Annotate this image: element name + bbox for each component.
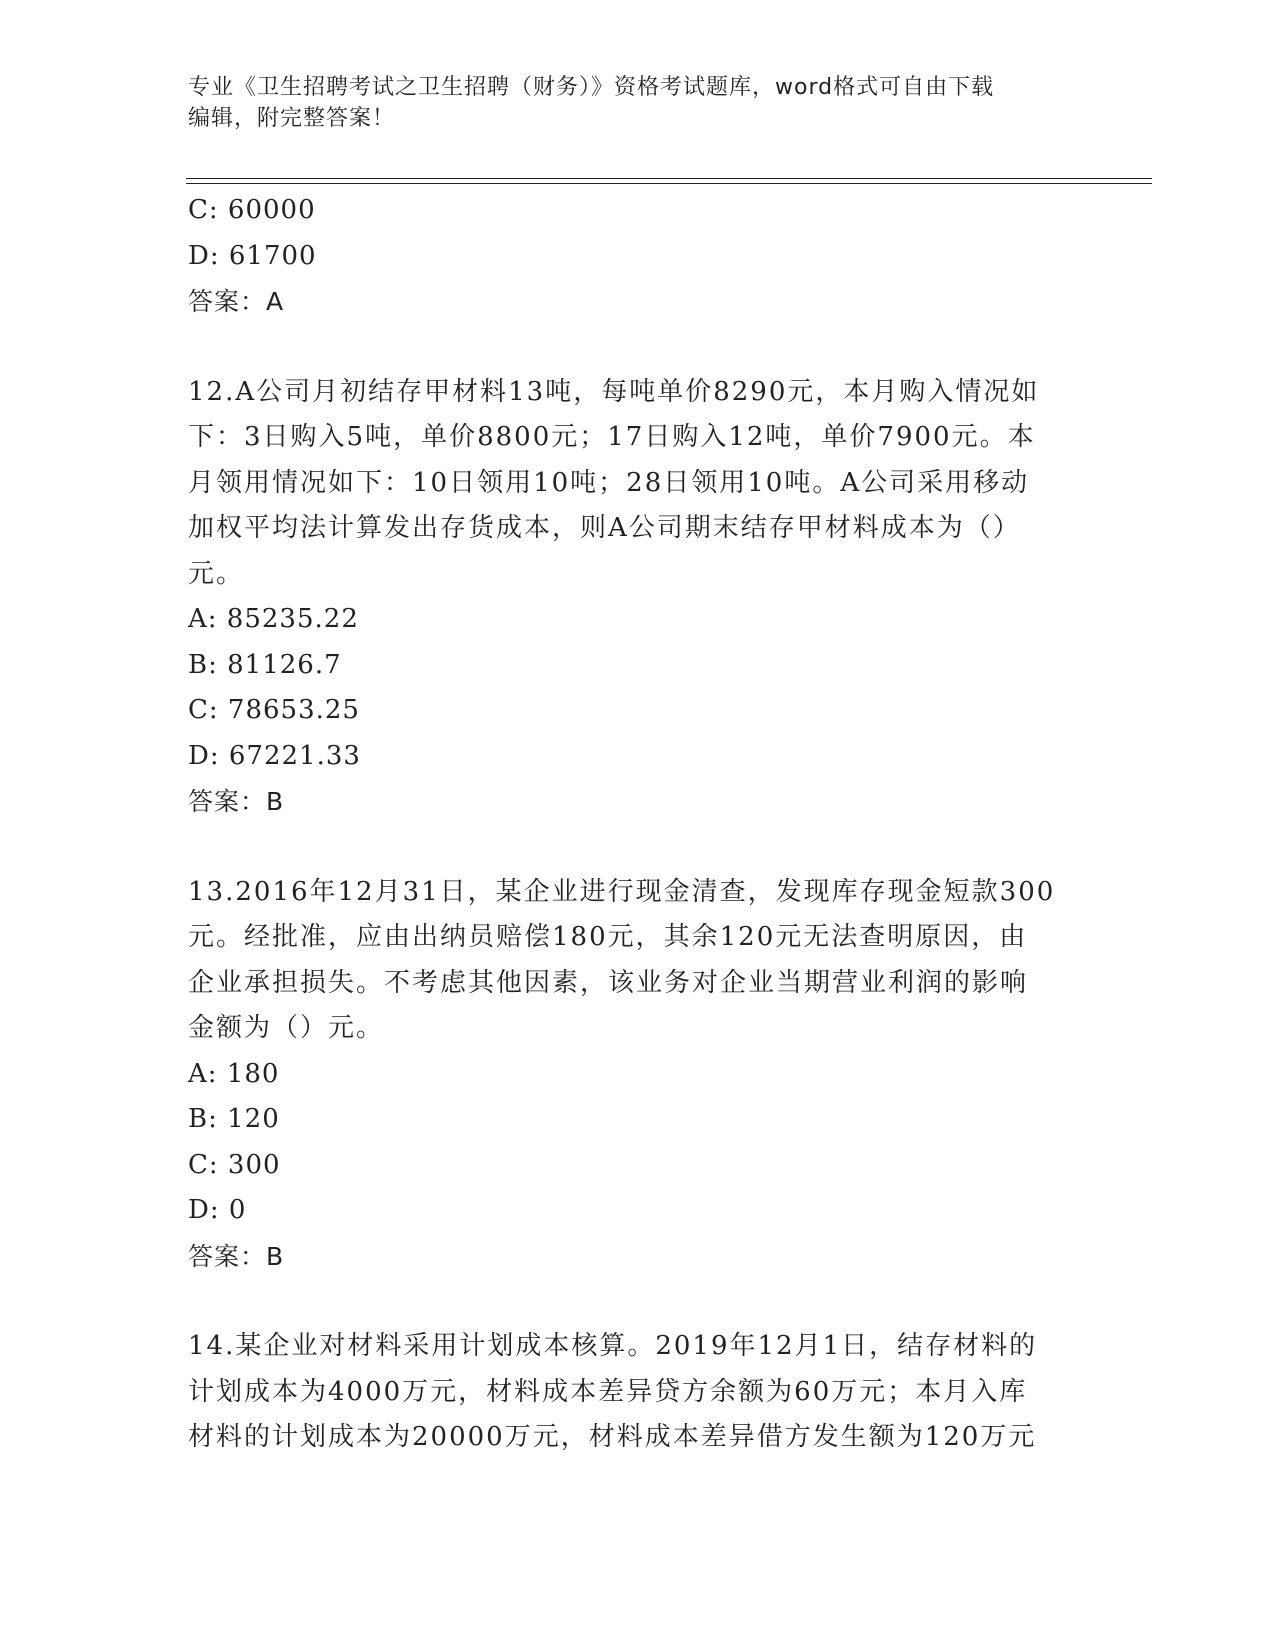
option-b: B: 120: [188, 1104, 280, 1134]
answer-line: 答案：B: [188, 1241, 285, 1271]
previous-question-tail: [188, 188, 1068, 325]
option-c: C: 78653.25: [188, 695, 360, 725]
question-text-line: 12.A公司月初结存甲材料13吨，每吨单价8290元，本月购入情况如: [188, 376, 1040, 407]
option-c: C: 300: [188, 1149, 281, 1180]
question-text-line: 月领用情况如下：10日领用10吨；28日领用10吨。A公司采用移动: [188, 467, 1030, 498]
question-text-line: 金额为（）元。: [188, 1013, 385, 1043]
header-line-1: 专业《卫生招聘考试之卫生招聘（财务）》资格考试题库，word格式可自由下载: [188, 75, 995, 100]
question-text-line: 下：3日购入5吨，单价8800元；17日购入12吨，单价7900元。本: [188, 422, 1036, 452]
question-text-line: 计划成本为4000万元，材料成本差异贷方余额为60万元；本月入库: [188, 1376, 1028, 1407]
header-divider-top: [186, 178, 1152, 179]
header-divider-bottom: [186, 183, 1152, 184]
answer-line: 答案：A: [188, 287, 285, 316]
question-content: [188, 188, 1068, 1461]
option-b: B: 81126.7: [188, 649, 342, 680]
question-12: [188, 370, 1068, 598]
option-a: A: 85235.22: [188, 604, 359, 634]
document-header: [188, 72, 1088, 134]
option-d: D: 0: [188, 1195, 247, 1225]
question-text-line: 元。经批准，应由出纳员赔偿180元，其余120元无法查明原因，由: [188, 922, 1028, 952]
question-text-line: 材料的计划成本为20000万元，材料成本差异借方发生额为120万元: [188, 1422, 1037, 1452]
question-text-line: 13.2016年12月31日，某企业进行现金清查，发现库存现金短款300: [188, 876, 1056, 907]
option-d: D: 67221.33: [188, 740, 361, 771]
option-d: D: 61700: [188, 240, 317, 271]
question-text-line: 企业承担损失。不考虑其他因素，该业务对企业当期营业利润的影响: [188, 967, 1029, 998]
question-text-line: 元。: [188, 558, 245, 589]
answer-line: 答案：B: [188, 787, 285, 816]
option-a: A: 180: [188, 1058, 280, 1089]
question-14: [188, 1324, 1068, 1461]
question-13: [188, 870, 1068, 1052]
option-c: C: 60000: [188, 195, 316, 225]
header-line-2: 编辑，附完整答案！: [188, 106, 396, 131]
question-text-line: 加权平均法计算发出存货成本，则A公司期末结存甲材料成本为（）: [188, 513, 1021, 543]
question-text-line: 14.某企业对材料采用计划成本核算。2019年12月1日，结存材料的: [188, 1331, 1038, 1361]
